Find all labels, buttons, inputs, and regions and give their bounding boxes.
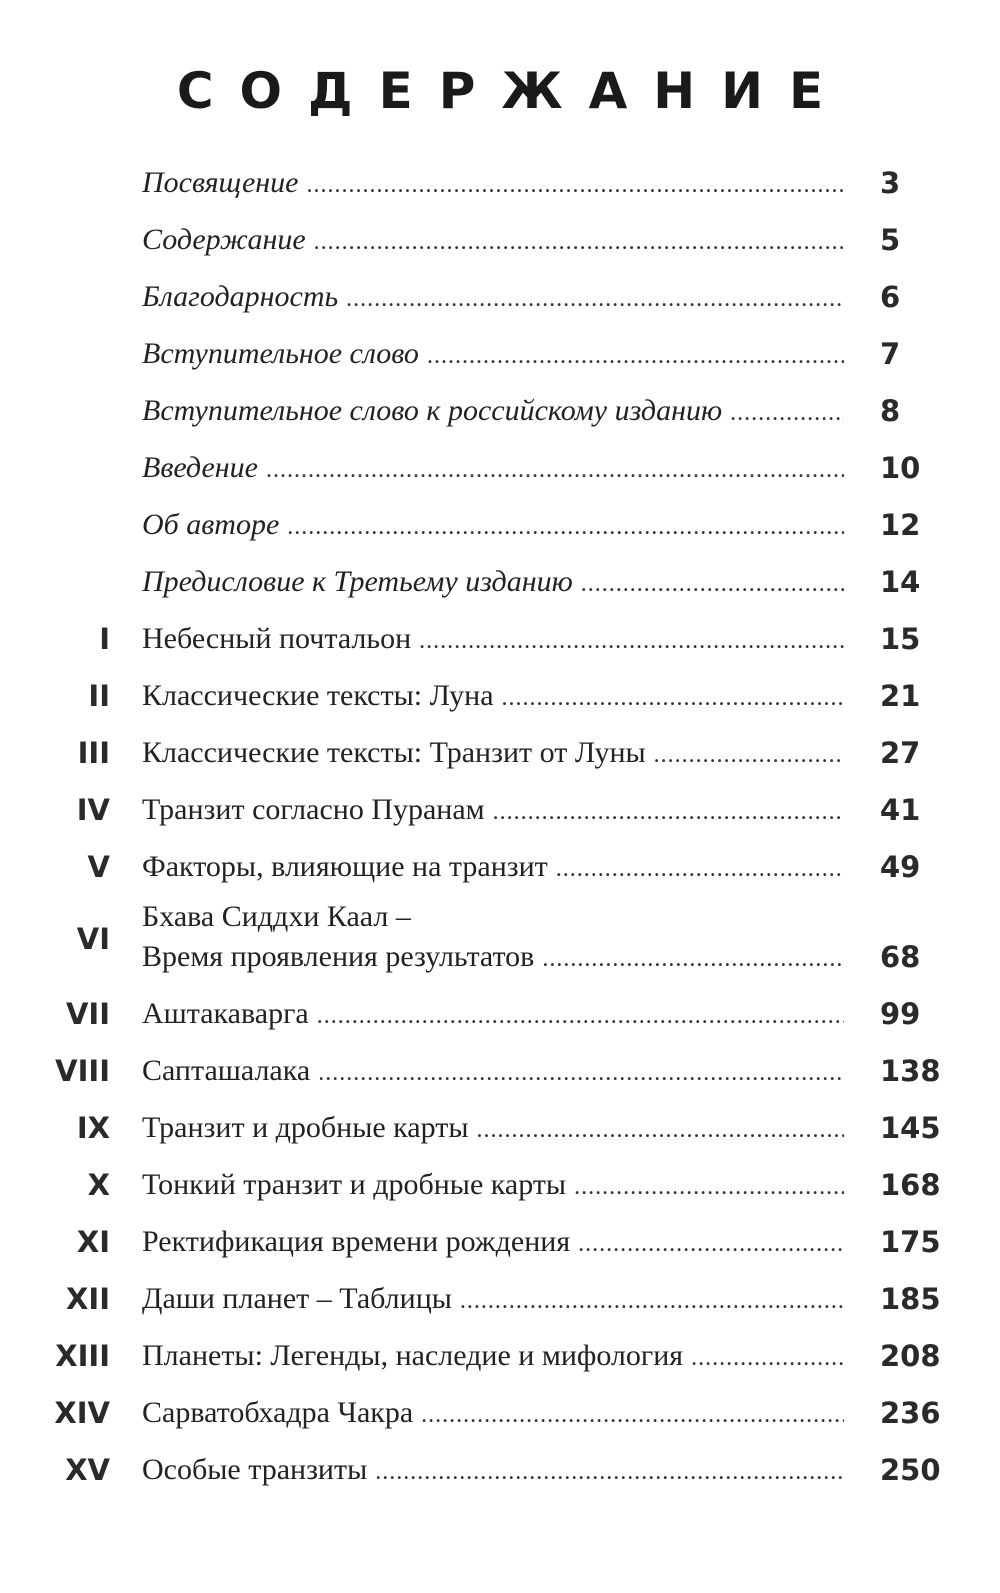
chapter-number: X	[87, 1168, 110, 1202]
leader-dots	[266, 457, 844, 484]
toc-page-number: 7	[880, 337, 901, 371]
toc-page-number: 10	[880, 451, 921, 485]
leader-dots	[502, 685, 844, 712]
toc-entry-title: Время проявления результатов	[142, 940, 535, 973]
toc-entry-title: Аштакаварга	[142, 997, 309, 1030]
toc-entry-title-line1: Бхава Сиддхи Каал –	[142, 900, 411, 933]
toc-chapter[interactable]	[0, 997, 1000, 1037]
chapter-number: VIII	[55, 1054, 110, 1088]
leader-dots	[317, 1003, 844, 1030]
toc-chapter[interactable]	[0, 1339, 1000, 1379]
toc-entry-title: Вступительное слово к российскому изданию	[142, 394, 723, 427]
toc-chapter[interactable]	[0, 1225, 1000, 1265]
toc-page-number: 185	[880, 1282, 941, 1316]
toc-entry-title: Введение	[142, 451, 258, 484]
leader-dots	[654, 742, 844, 769]
toc-entry-title: Ректификация времени рождения	[142, 1225, 571, 1258]
toc-entry[interactable]	[0, 508, 1000, 548]
leader-dots	[306, 172, 844, 199]
toc-entry-title: Особые транзиты	[142, 1453, 368, 1486]
toc-page-number: 27	[880, 736, 921, 770]
toc-chapter[interactable]	[0, 793, 1000, 833]
chapter-number: XIV	[54, 1396, 110, 1430]
toc-entry[interactable]	[0, 394, 1000, 434]
toc-entry-title: Классические тексты: Транзит от Луны	[142, 736, 646, 769]
toc-entry[interactable]	[0, 166, 1000, 206]
toc-page-number: 99	[880, 997, 921, 1031]
toc-page-number: 168	[880, 1168, 941, 1202]
toc-page-number: 145	[880, 1111, 941, 1145]
leader-dots	[542, 946, 844, 973]
toc-entry-title: Факторы, влияющие на транзит	[142, 850, 548, 883]
toc-chapter[interactable]	[0, 679, 1000, 719]
leader-dots	[476, 1117, 844, 1144]
leader-dots	[419, 628, 844, 655]
chapter-number: IX	[76, 1111, 110, 1145]
chapter-number: V	[87, 850, 110, 884]
chapter-number: XII	[66, 1282, 110, 1316]
toc-chapter[interactable]	[0, 1396, 1000, 1436]
chapter-number: VII	[65, 997, 110, 1031]
leader-dots	[730, 400, 844, 427]
leader-dots	[375, 1459, 844, 1486]
toc-entry-title: Классические тексты: Луна	[142, 679, 494, 712]
toc-entry-title: Небесный почтальон	[142, 622, 412, 655]
toc-page-number: 138	[880, 1054, 941, 1088]
leader-dots	[314, 229, 844, 256]
toc-entry-title: Содержание	[142, 223, 306, 256]
leader-dots	[556, 856, 844, 883]
toc-chapter[interactable]	[0, 1168, 1000, 1208]
toc-page-number: 12	[880, 508, 921, 542]
leader-dots	[574, 1174, 844, 1201]
toc-entry[interactable]	[0, 337, 1000, 377]
toc-chapter[interactable]	[0, 1054, 1000, 1094]
toc-chapter[interactable]	[0, 900, 1000, 980]
toc-page-number: 14	[880, 565, 921, 599]
toc-page-number: 15	[880, 622, 921, 656]
toc-entry-title: Об авторе	[142, 508, 280, 541]
toc-page-number: 3	[880, 166, 901, 200]
toc-entry-title: Планеты: Легенды, наследие и мифология	[142, 1339, 684, 1372]
leader-dots	[460, 1288, 844, 1315]
toc-chapter[interactable]	[0, 850, 1000, 890]
toc-entry-title: Транзит и дробные карты	[142, 1111, 469, 1144]
toc-page-number: 8	[880, 394, 901, 428]
toc-page-number: 21	[880, 679, 921, 713]
chapter-number: XIII	[55, 1339, 110, 1373]
toc-entry-title: Тонкий транзит и дробные карты	[142, 1168, 567, 1201]
leader-dots	[581, 571, 844, 598]
toc-entry-title: Посвящение	[142, 166, 299, 199]
toc-chapter[interactable]	[0, 622, 1000, 662]
toc-page-number: 6	[880, 280, 901, 314]
leader-dots	[493, 799, 844, 826]
chapter-number: VI	[76, 922, 110, 956]
toc-page-number: 236	[880, 1396, 941, 1430]
chapter-number: I	[99, 622, 110, 656]
leader-dots	[318, 1060, 844, 1087]
toc-entry-title: Благодарность	[142, 280, 339, 313]
chapter-number: II	[88, 679, 110, 713]
toc-page-number: 175	[880, 1225, 941, 1259]
leader-dots	[578, 1231, 844, 1258]
leader-dots	[421, 1402, 844, 1429]
toc-chapter[interactable]	[0, 1453, 1000, 1493]
toc-entry[interactable]	[0, 223, 1000, 263]
toc-page-number: 5	[880, 223, 901, 257]
toc-entry-title: Транзит согласно Пуранам	[142, 793, 485, 826]
toc-page-number: 250	[880, 1453, 941, 1487]
leader-dots	[346, 286, 844, 313]
toc-page-number: 41	[880, 793, 921, 827]
leader-dots	[287, 514, 844, 541]
toc-page-number: 49	[880, 850, 921, 884]
page-title: СОДЕРЖАНИЕ	[176, 62, 850, 120]
chapter-number: IV	[76, 793, 110, 827]
leader-dots	[427, 343, 844, 370]
toc-entry-title: Сапташалака	[142, 1054, 311, 1087]
chapter-number: III	[77, 736, 110, 770]
toc-chapter[interactable]	[0, 736, 1000, 776]
toc-entry-title: Даши планет – Таблицы	[142, 1282, 452, 1315]
toc-page-number: 68	[880, 940, 921, 974]
chapter-number: XI	[76, 1225, 110, 1259]
toc-entry[interactable]	[0, 565, 1000, 605]
toc-entry-title: Вступительное слово	[142, 337, 419, 370]
toc-entry[interactable]	[0, 451, 1000, 491]
toc-entry-title: Сарватобхадра Чакра	[142, 1396, 414, 1429]
toc-entry-title: Предисловие к Третьему изданию	[142, 565, 573, 598]
toc-page-number: 208	[880, 1339, 941, 1373]
leader-dots	[691, 1345, 844, 1372]
toc-chapter[interactable]	[0, 1111, 1000, 1151]
chapter-number: XV	[65, 1453, 110, 1487]
toc-chapter[interactable]	[0, 1282, 1000, 1322]
toc-entry[interactable]	[0, 280, 1000, 320]
